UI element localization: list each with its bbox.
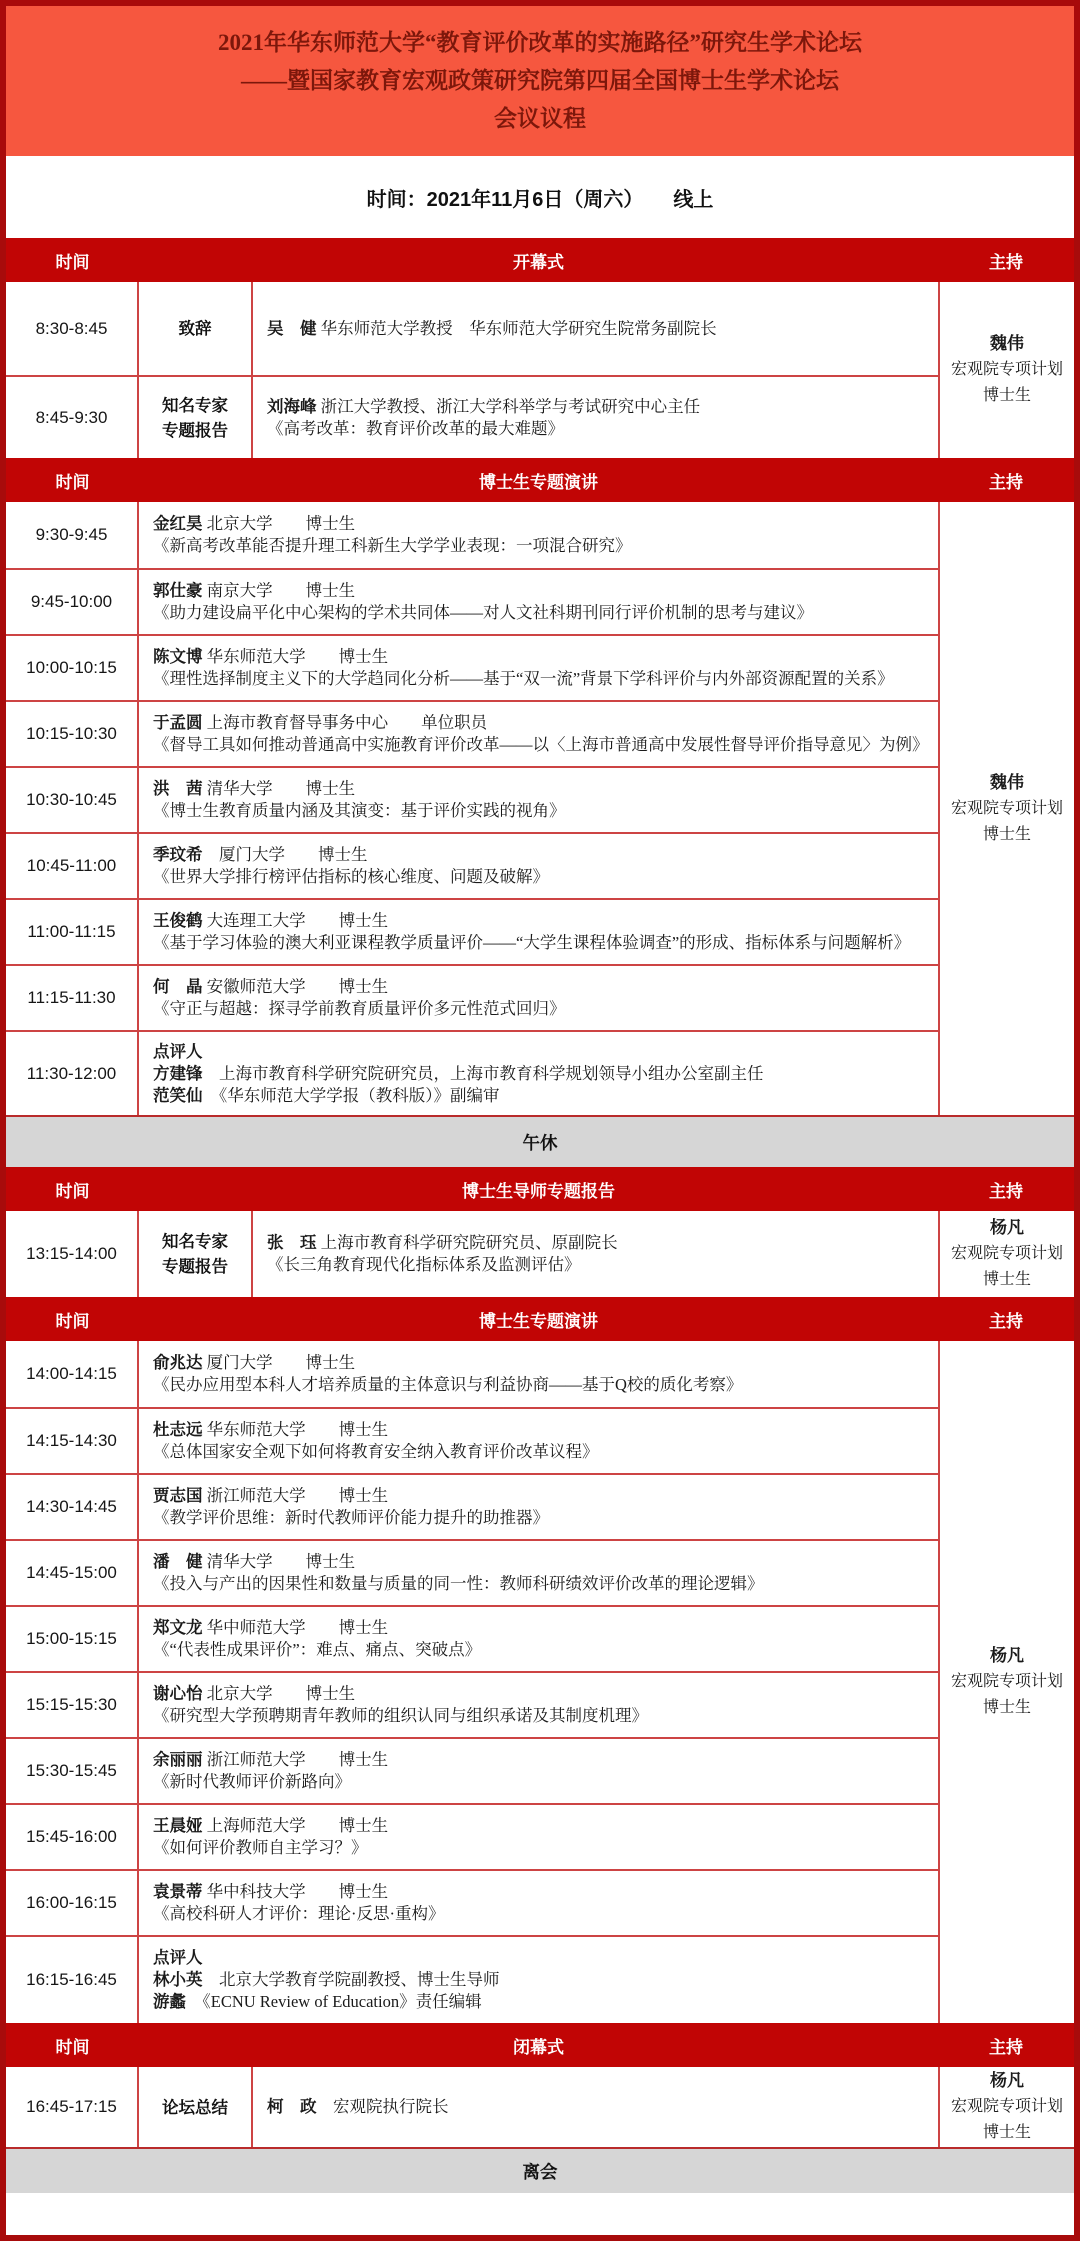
text-run: 安徽师范大学 博士生 xyxy=(202,977,389,996)
content-cell xyxy=(139,1937,938,2023)
text-run: 北京大学 博士生 xyxy=(202,514,356,533)
content-line xyxy=(153,1617,924,1639)
content-line xyxy=(153,1441,924,1463)
host-cell xyxy=(938,1341,1074,2023)
section-title: 博士生专题演讲 xyxy=(479,1311,598,1331)
section-header-band xyxy=(6,1297,1074,1341)
section-title: 博士生导师专题报告 xyxy=(462,1181,615,1201)
content-line xyxy=(153,1573,924,1595)
text-run: 《守正与超越：探寻学前教育质量评价多元性范式回归》 xyxy=(153,999,566,1018)
speaker-name: 何 晶 xyxy=(153,977,203,996)
content-line xyxy=(153,778,924,800)
conference-title-block xyxy=(6,6,1074,156)
time-cell: 10:30-10:45 xyxy=(6,768,139,832)
text-run: 《如何评价教师自主学习？》 xyxy=(153,1838,368,1857)
host-detail-line: 博士生 xyxy=(982,1271,1031,1288)
time-cell: 11:15-11:30 xyxy=(6,966,139,1030)
header-time-label: 时间 xyxy=(55,2037,90,2057)
text-run: 《新时代教师评价新路向》 xyxy=(153,1772,351,1791)
text-run: 北京大学教育学院副教授、博士生导师 xyxy=(202,1970,500,1989)
text-run: 《投入与产出的因果性和数量与质量的同一性：教师科研绩效评价改革的理论逻辑》 xyxy=(153,1574,764,1593)
time-cell: 15:15-15:30 xyxy=(6,1673,139,1737)
host-detail-line: 宏观院专项计划 xyxy=(950,799,1063,817)
text-run: 《高校科研人才评价：理论·反思·重构》 xyxy=(153,1904,445,1923)
content-line xyxy=(267,396,924,418)
text-run: 《世界大学排行榜评估指标的核心维度、问题及破解》 xyxy=(153,867,549,886)
break-band xyxy=(6,1115,1074,1167)
speaker-name: 洪 茜 xyxy=(153,779,203,798)
host-detail-line: 博士生 xyxy=(982,2124,1031,2141)
break-band xyxy=(6,2147,1074,2193)
time-cell: 16:15-16:45 xyxy=(6,1937,139,2023)
conference-title-line-2: ——暨国家教育宏观政策研究院第四届全国博士生学术论坛 xyxy=(241,68,839,93)
speaker-name: 潘 健 xyxy=(153,1552,203,1571)
speaker-name: 张 珏 xyxy=(267,1233,317,1252)
schedule-section xyxy=(6,1297,1074,2023)
schedule-row xyxy=(6,375,938,458)
time-cell: 10:15-10:30 xyxy=(6,702,139,766)
speaker-name: 柯 政 xyxy=(267,2097,317,2116)
text-run: 厦门大学 博士生 xyxy=(202,845,368,864)
speaker-name: 王晨娅 xyxy=(153,1816,203,1835)
role-label-line: 论坛总结 xyxy=(162,2097,228,2117)
content-cell xyxy=(253,282,938,375)
speaker-name: 于孟圆 xyxy=(153,713,203,732)
schedule-row xyxy=(6,1935,938,2023)
content-cell xyxy=(139,1541,938,1605)
host-detail-line: 博士生 xyxy=(982,825,1031,843)
text-run: 大连理工大学 博士生 xyxy=(202,911,389,930)
host-detail-line: 博士生 xyxy=(982,387,1031,404)
schedule-row xyxy=(6,1539,938,1605)
content-cell xyxy=(139,1805,938,1869)
text-run: 华中科技大学 博士生 xyxy=(202,1882,389,1901)
speaker-name: 季玟希 xyxy=(153,845,203,864)
text-run: 厦门大学 博士生 xyxy=(202,1353,356,1372)
header-host-label: 主持 xyxy=(989,472,1023,492)
speaker-name: 范笑仙 xyxy=(153,1085,203,1105)
time-cell: 13:15-14:00 xyxy=(6,1211,139,1297)
break-label: 午休 xyxy=(522,1132,558,1153)
section-header-band xyxy=(6,2023,1074,2067)
content-line xyxy=(153,535,924,557)
content-cell xyxy=(139,834,938,898)
section-header-band xyxy=(6,238,1074,282)
role-label-line: 知名专家 xyxy=(162,395,228,415)
content-line xyxy=(267,2096,924,2118)
host-name: 杨凡 xyxy=(990,1646,1024,1665)
host-cell xyxy=(938,282,1074,458)
host-cell xyxy=(938,2067,1074,2147)
section-body xyxy=(6,2067,1074,2147)
content-line xyxy=(153,1551,924,1573)
section-header-band xyxy=(6,458,1074,502)
text-run: 南京大学 博士生 xyxy=(202,581,356,600)
time-cell: 10:00-10:15 xyxy=(6,636,139,700)
text-run: 《督导工具如何推动普通高中实施教育评价改革——以〈上海市普通高中发展性督导评价指导意见〉为例》 xyxy=(153,735,929,754)
time-cell: 9:30-9:45 xyxy=(6,502,139,568)
host-name: 魏伟 xyxy=(990,772,1024,792)
host-cell xyxy=(938,1211,1074,1297)
content-line xyxy=(153,646,924,668)
speaker-name: 俞兆达 xyxy=(153,1353,203,1372)
section-rows xyxy=(6,1341,938,2023)
role-label-line: 专题报告 xyxy=(162,420,228,440)
time-cell: 15:00-15:15 xyxy=(6,1607,139,1671)
speaker-name: 王俊鹤 xyxy=(153,911,203,930)
content-line xyxy=(153,800,924,822)
schedule-row xyxy=(6,832,938,898)
section-rows xyxy=(6,2067,938,2147)
content-cell xyxy=(139,966,938,1030)
host-name: 魏伟 xyxy=(990,334,1024,353)
schedule-row xyxy=(6,1030,938,1115)
content-line xyxy=(153,910,924,932)
content-line xyxy=(153,844,924,866)
role-label-line: 专题报告 xyxy=(162,1257,228,1276)
header-host-label: 主持 xyxy=(989,1181,1023,1201)
role-label-cell xyxy=(139,1211,253,1297)
schedule-section xyxy=(6,2023,1074,2147)
content-line xyxy=(153,1771,924,1793)
schedule-row xyxy=(6,1671,938,1737)
text-run: 清华大学 博士生 xyxy=(202,779,356,798)
section-rows xyxy=(6,502,938,1115)
content-line xyxy=(153,976,924,998)
schedule-section xyxy=(6,238,1074,458)
host-name: 杨凡 xyxy=(990,1218,1024,1237)
content-cell xyxy=(139,768,938,832)
content-line xyxy=(267,1254,924,1276)
speaker-name: 方建锋 xyxy=(153,1063,203,1083)
section-header-band xyxy=(6,1167,1074,1211)
speaker-name: 点评人 xyxy=(153,1041,203,1061)
time-cell: 15:45-16:00 xyxy=(6,1805,139,1869)
text-run: 《长三角教育现代化指标体系及监测评估》 xyxy=(267,1255,581,1274)
schedule-row xyxy=(6,568,938,634)
host-detail-line: 博士生 xyxy=(982,1699,1031,1716)
schedule-row xyxy=(6,634,938,700)
content-line xyxy=(153,1507,924,1529)
content-cell xyxy=(139,1032,938,1115)
speaker-name: 郑文龙 xyxy=(153,1618,203,1637)
content-line xyxy=(153,1085,924,1107)
header-host-label: 主持 xyxy=(989,252,1023,272)
content-line xyxy=(153,1041,924,1063)
text-run: 《华东师范大学学报（教科版）》副编审 xyxy=(202,1085,500,1105)
content-line xyxy=(267,1232,924,1254)
section-title: 博士生专题演讲 xyxy=(479,472,598,492)
content-line xyxy=(153,1991,924,2013)
text-run: 上海师范大学 博士生 xyxy=(202,1816,389,1835)
conference-title-line-1: 2021年华东师范大学“教育评价改革的实施路径”研究生学术论坛 xyxy=(218,30,862,55)
speaker-name: 余丽丽 xyxy=(153,1750,203,1769)
schedule-row xyxy=(6,1737,938,1803)
time-cell: 16:45-17:15 xyxy=(6,2067,139,2147)
content-cell xyxy=(253,377,938,458)
date-location-text: 时间：2021年11月6日（周六） 线上 xyxy=(366,188,714,211)
header-time-label: 时间 xyxy=(55,472,90,492)
content-line xyxy=(153,1352,924,1374)
content-cell xyxy=(139,1409,938,1473)
time-cell: 16:00-16:15 xyxy=(6,1871,139,1935)
text-run: 《新高考改革能否提升理工科新生大学学业表现：一项混合研究》 xyxy=(153,536,632,555)
speaker-name: 陈文博 xyxy=(153,647,203,666)
content-line xyxy=(153,580,924,602)
text-run: 华中师范大学 博士生 xyxy=(202,1618,389,1637)
time-cell: 15:30-15:45 xyxy=(6,1739,139,1803)
section-body xyxy=(6,502,1074,1115)
header-time-label: 时间 xyxy=(55,252,90,272)
time-cell: 10:45-11:00 xyxy=(6,834,139,898)
schedule-row xyxy=(6,766,938,832)
section-body xyxy=(6,1341,1074,2023)
host-detail-line: 宏观院专项计划 xyxy=(950,1673,1063,1690)
schedule-row xyxy=(6,1869,938,1935)
content-line xyxy=(153,1063,924,1085)
host-detail-line: 宏观院专项计划 xyxy=(950,361,1063,378)
section-title: 闭幕式 xyxy=(513,2037,564,2057)
speaker-name: 金红昊 xyxy=(153,514,203,533)
content-cell xyxy=(253,2067,938,2147)
header-host-label: 主持 xyxy=(989,2037,1023,2057)
content-cell xyxy=(139,1607,938,1671)
text-run: 《教学评价思维：新时代教师评价能力提升的助推器》 xyxy=(153,1508,549,1527)
role-label-cell xyxy=(139,2067,253,2147)
content-line xyxy=(153,1485,924,1507)
role-label-cell xyxy=(139,377,253,458)
schedule-row xyxy=(6,1605,938,1671)
content-line xyxy=(153,1969,924,1991)
content-cell xyxy=(139,702,938,766)
content-cell xyxy=(139,570,938,634)
role-label-line: 知名专家 xyxy=(162,1232,228,1251)
text-run: 《博士生教育质量内涵及其演变：基于评价实践的视角》 xyxy=(153,801,566,820)
section-title: 开幕式 xyxy=(513,252,564,272)
header-time-label: 时间 xyxy=(55,1181,90,1201)
content-line xyxy=(153,1683,924,1705)
content-cell xyxy=(139,1673,938,1737)
text-run: 宏观院执行院长 xyxy=(316,2097,449,2116)
text-run: 浙江师范大学 博士生 xyxy=(202,1486,389,1505)
speaker-name: 游蠡 xyxy=(153,1992,186,2011)
schedule-row xyxy=(6,964,938,1030)
content-line xyxy=(153,712,924,734)
text-run: 华东师范大学教授 华东师范大学研究生院常务副院长 xyxy=(316,318,717,338)
content-cell xyxy=(139,1341,938,1407)
time-cell: 11:00-11:15 xyxy=(6,900,139,964)
content-line xyxy=(153,668,924,690)
role-label-line: 致辞 xyxy=(178,319,212,338)
time-cell: 14:15-14:30 xyxy=(6,1409,139,1473)
role-label-cell xyxy=(139,282,253,375)
content-cell xyxy=(139,636,938,700)
text-run: 《基于学习体验的澳大利亚课程教学质量评价——“大学生课程体验调查”的形成、指标体系与问题解析》 xyxy=(153,933,911,952)
schedule-row xyxy=(6,502,938,568)
text-run: 《ECNU Review of Education》责任编辑 xyxy=(186,1992,482,2011)
schedule-row xyxy=(6,282,938,375)
text-run: 《理性选择制度主义下的大学趋同化分析——基于“双一流”背景下学科评价与内外部资源配置的关系》 xyxy=(153,669,894,688)
schedule-section xyxy=(6,1167,1074,1297)
time-cell: 11:30-12:00 xyxy=(6,1032,139,1115)
content-line xyxy=(153,1815,924,1837)
content-line xyxy=(153,1947,924,1969)
speaker-name: 贾志国 xyxy=(153,1486,203,1505)
content-line xyxy=(153,998,924,1020)
text-run: 《研究型大学预聘期青年教师的组织认同与组织承诺及其制度机理》 xyxy=(153,1706,648,1725)
speaker-name: 郭仕豪 xyxy=(153,581,203,600)
content-cell xyxy=(139,900,938,964)
schedule-row xyxy=(6,700,938,766)
content-line xyxy=(153,1903,924,1925)
text-run: 上海市教育科学研究院研究员，上海市教育科学规划领导小组办公室副主任 xyxy=(202,1063,764,1083)
text-run: 《民办应用型本科人才培养质量的主体意识与利益协商——基于Q校的质化考察》 xyxy=(153,1375,743,1394)
text-run: 北京大学 博士生 xyxy=(202,1684,356,1703)
content-line xyxy=(153,1374,924,1396)
schedule-row xyxy=(6,1211,938,1297)
time-cell: 14:45-15:00 xyxy=(6,1541,139,1605)
text-run: 清华大学 博士生 xyxy=(202,1552,356,1571)
conference-title-line-3: 会议议程 xyxy=(494,106,586,131)
text-run: 《“代表性成果评价”：难点、痛点、突破点》 xyxy=(153,1640,482,1659)
speaker-name: 点评人 xyxy=(153,1948,203,1967)
text-run: 华东师范大学 博士生 xyxy=(202,1420,389,1439)
content-line xyxy=(153,1881,924,1903)
speaker-name: 杜志远 xyxy=(153,1420,203,1439)
content-line xyxy=(153,1419,924,1441)
speaker-name: 吴 健 xyxy=(267,318,317,338)
host-cell xyxy=(938,502,1074,1115)
schedule-section xyxy=(6,458,1074,1115)
time-cell: 14:30-14:45 xyxy=(6,1475,139,1539)
content-line xyxy=(267,318,924,340)
content-line xyxy=(153,1837,924,1859)
schedule-row xyxy=(6,898,938,964)
text-run: 《助力建设扁平化中心架构的学术共同体——对人文社科期刊同行评价机制的思考与建议》 xyxy=(153,603,813,622)
text-run: 浙江师范大学 博士生 xyxy=(202,1750,389,1769)
text-run: 上海市教育督导事务中心 单位职员 xyxy=(202,713,488,732)
text-run: 上海市教育科学研究院研究员、原副院长 xyxy=(316,1233,618,1252)
content-line xyxy=(153,1705,924,1727)
schedule-row xyxy=(6,1407,938,1473)
schedule-row xyxy=(6,1473,938,1539)
content-cell xyxy=(139,1475,938,1539)
speaker-name: 林小英 xyxy=(153,1970,203,1989)
content-line xyxy=(153,602,924,624)
speaker-name: 袁景蒂 xyxy=(153,1882,203,1901)
schedule-row xyxy=(6,1803,938,1869)
content-cell xyxy=(139,502,938,568)
speaker-name: 刘海峰 xyxy=(267,396,317,416)
schedule-row xyxy=(6,1341,938,1407)
content-line xyxy=(267,418,924,440)
content-line xyxy=(153,932,924,954)
text-run: 《总体国家安全观下如何将教育安全纳入教育评价改革议程》 xyxy=(153,1442,599,1461)
time-cell: 14:00-14:15 xyxy=(6,1341,139,1407)
content-cell xyxy=(139,1739,938,1803)
schedule-row xyxy=(6,2067,938,2147)
content-line xyxy=(153,734,929,756)
time-cell: 8:45-9:30 xyxy=(6,377,139,458)
content-line xyxy=(153,866,924,888)
content-line xyxy=(153,513,924,535)
text-run: 浙江大学教授、浙江大学科举学与考试研究中心主任 xyxy=(316,396,701,416)
section-rows xyxy=(6,1211,938,1297)
content-cell xyxy=(253,1211,938,1297)
content-line xyxy=(153,1749,924,1771)
content-cell xyxy=(139,1871,938,1935)
text-run: 华东师范大学 博士生 xyxy=(202,647,389,666)
content-line xyxy=(153,1639,924,1661)
section-rows xyxy=(6,282,938,458)
header-host-label: 主持 xyxy=(989,1311,1023,1331)
time-cell: 9:45-10:00 xyxy=(6,570,139,634)
host-detail-line: 宏观院专项计划 xyxy=(950,2098,1063,2115)
schedule-table xyxy=(6,238,1074,2193)
date-location-row xyxy=(6,156,1074,238)
section-body xyxy=(6,1211,1074,1297)
host-name: 杨凡 xyxy=(990,2071,1024,2090)
speaker-name: 谢心怡 xyxy=(153,1684,203,1703)
text-run: 《高考改革：教育评价改革的最大难题》 xyxy=(267,418,564,438)
host-detail-line: 宏观院专项计划 xyxy=(950,1245,1063,1262)
break-label: 离会 xyxy=(522,2161,558,2182)
time-cell: 8:30-8:45 xyxy=(6,282,139,375)
header-time-label: 时间 xyxy=(55,1311,90,1331)
section-body xyxy=(6,282,1074,458)
